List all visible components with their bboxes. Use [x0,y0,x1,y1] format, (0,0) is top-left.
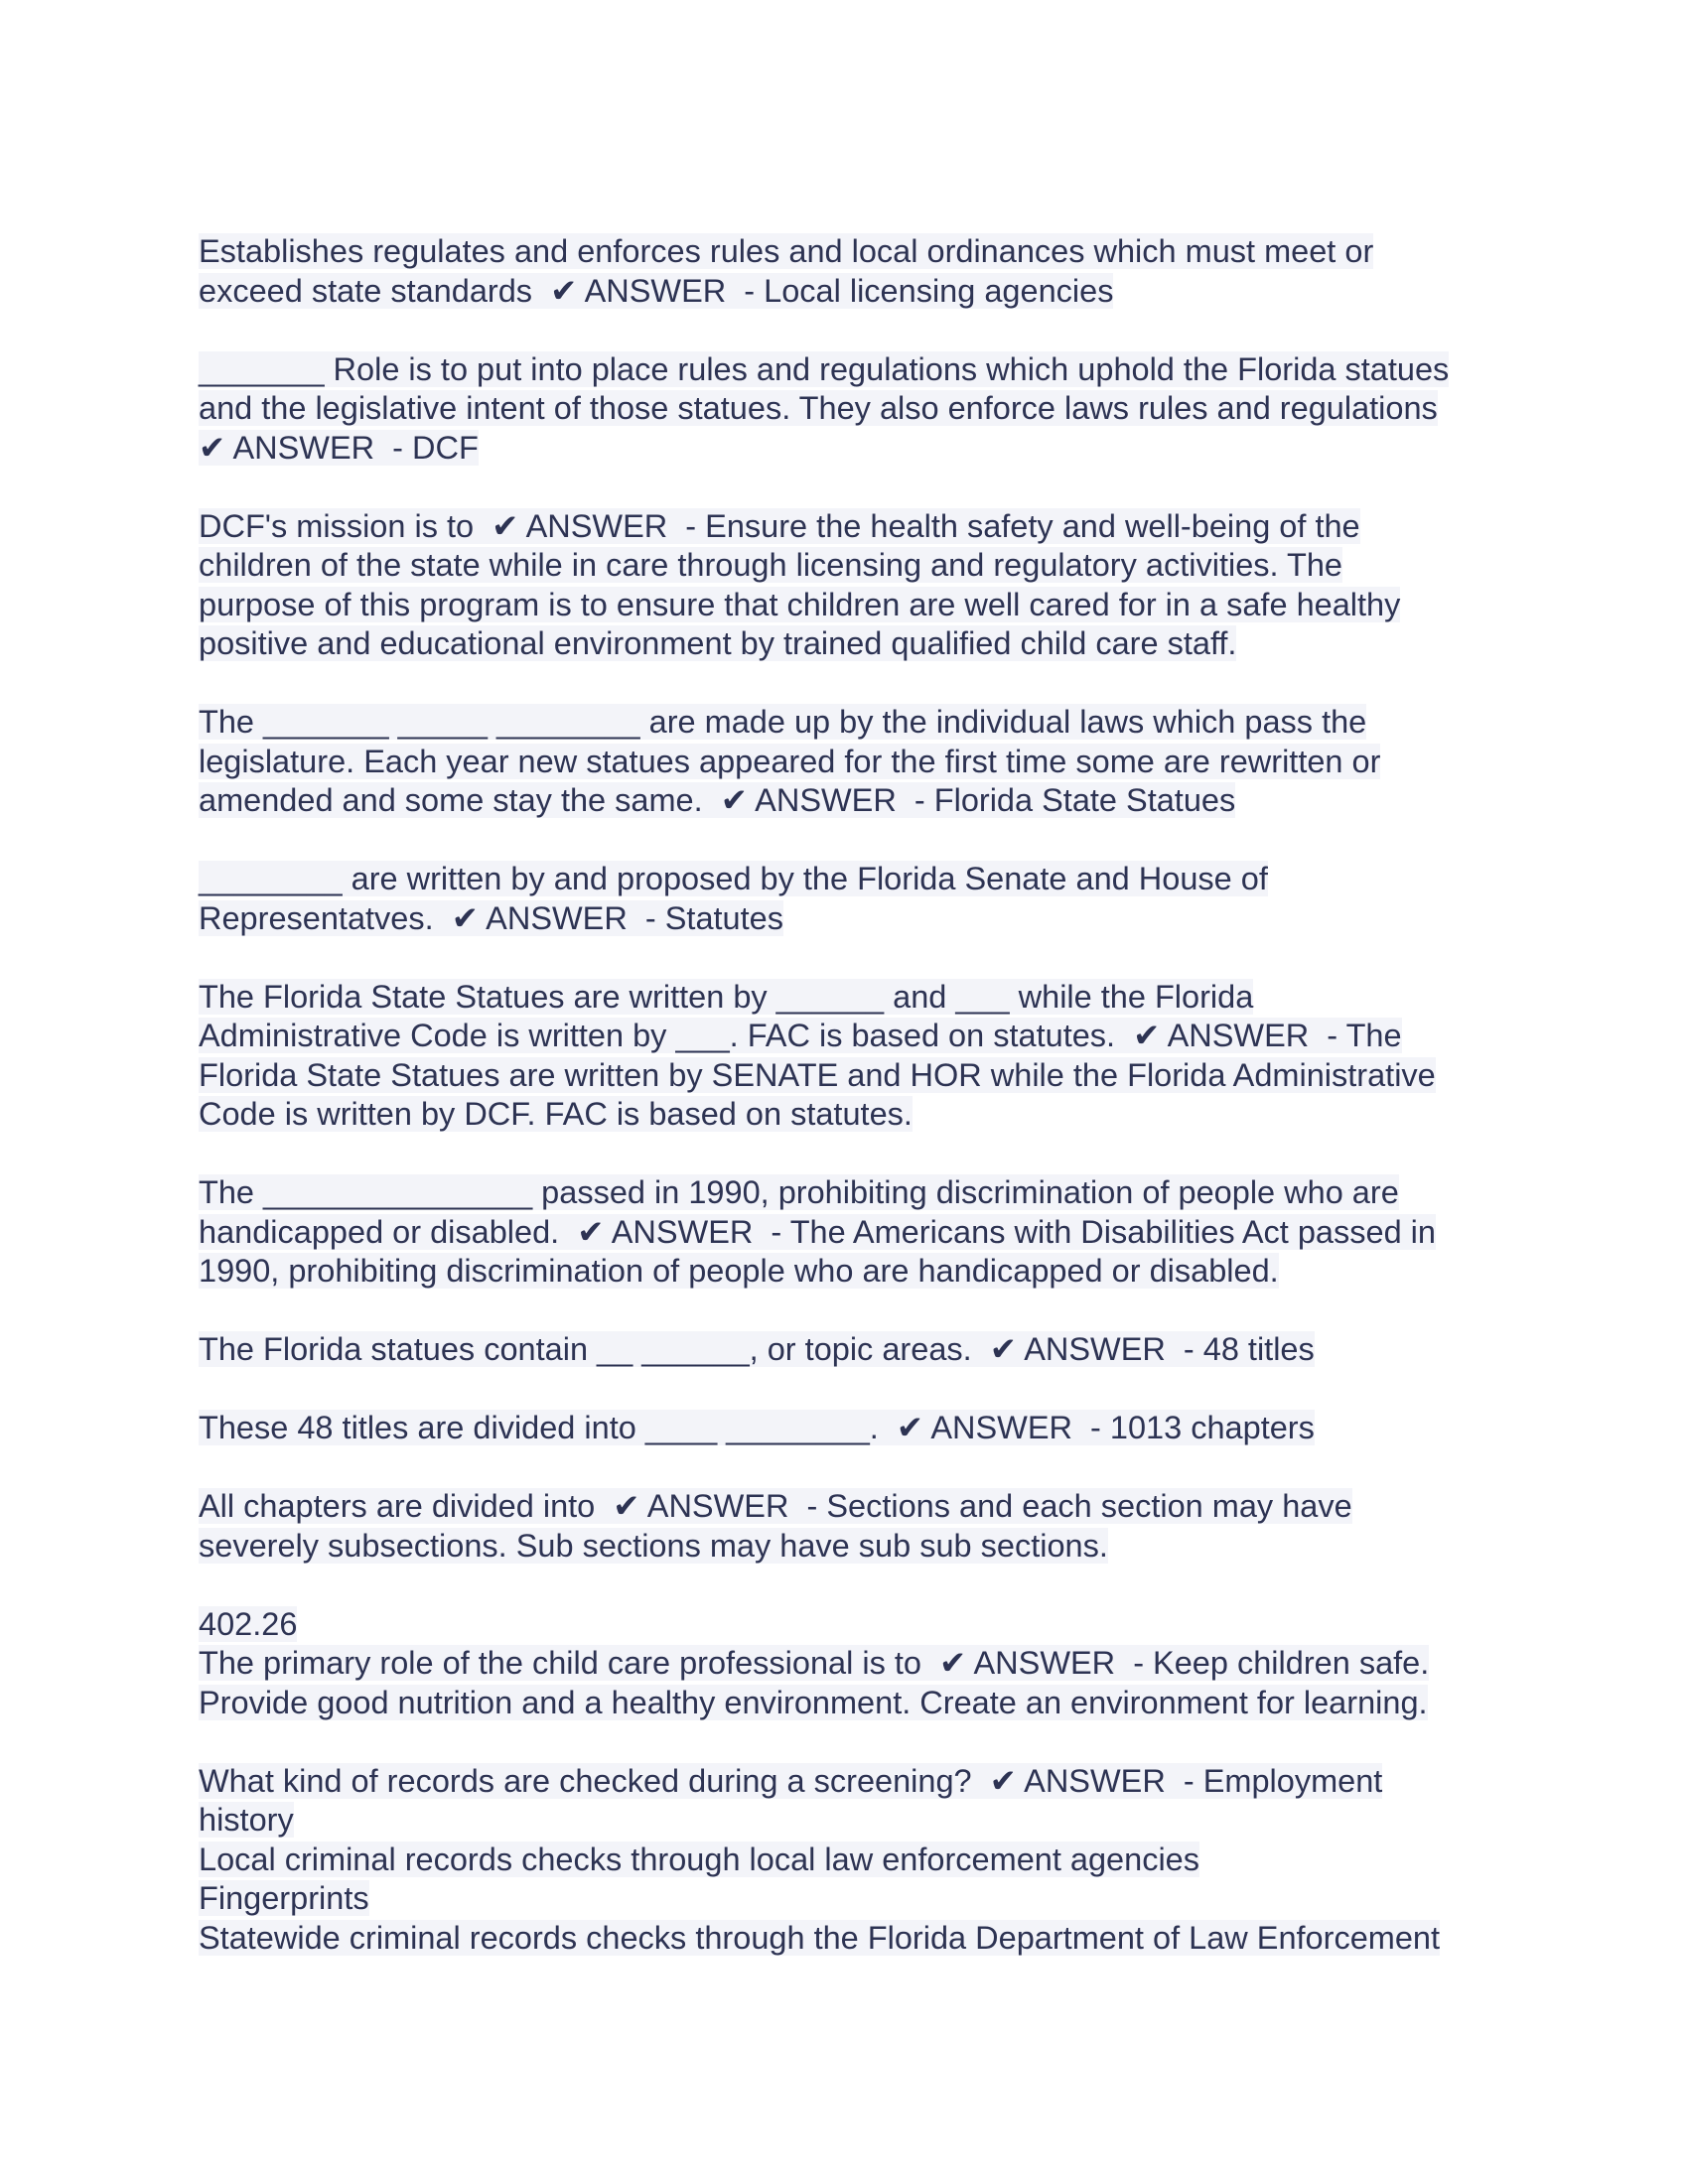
highlighted-text: Administrative Code is written by ___. FAC is based on statutes. ✔ ANSWER - The [199,1018,1402,1053]
text-line [199,429,1509,469]
highlighted-text: children of the state while in care through licensing and regulatory activities. The [199,547,1342,583]
text-line [199,1056,1509,1096]
text-line [199,1644,1509,1684]
highlighted-text: The Florida statues contain __ ______, or topic areas. ✔ ANSWER - 48 titles [199,1331,1315,1367]
highlighted-text: 1990, prohibiting discrimination of people who are handicapped or disabled. [199,1253,1279,1289]
text-line [199,1801,1509,1841]
highlighted-text: handicapped or disabled. ✔ ANSWER - The Americans with Disabilities Act passed in [199,1213,1436,1250]
text-line [199,1684,1509,1723]
text-line [199,1173,1509,1213]
highlighted-text: history [199,1802,294,1838]
highlighted-text: DCF's mission is to ✔ ANSWER - Ensure the health safety and well-being of the [199,507,1360,544]
highlighted-text: The primary role of the child care professional is to ✔ ANSWER - Keep children safe. [199,1645,1430,1681]
highlighted-text: _______ Role is to put into place rules and regulations which uphold the Florida statues [199,350,1450,387]
highlighted-text: Representatves. ✔ ANSWER - Statutes [199,899,783,936]
highlighted-text: purpose of this program is to ensure that children are well cared for in a safe healthy [199,586,1401,622]
highlighted-text: Local criminal records checks through local law enforcement agencies [199,1841,1199,1877]
text-line [199,586,1509,625]
text-line [199,389,1509,429]
highlighted-text: Florida State Statues are written by SENATE and HOR while the Florida Administrative [199,1056,1436,1093]
text-line [199,1919,1509,1959]
highlighted-text: The _______________ passed in 1990, prohibiting discrimination of people who are [199,1174,1399,1210]
text-line [199,507,1509,547]
text-line [199,743,1509,782]
highlighted-text: Establishes regulates and enforces rules and local ordinances which must meet or [199,233,1374,269]
text-line [199,1841,1509,1880]
text-line [199,1487,1509,1527]
qa-item [199,507,1509,664]
highlighted-text: amended and some stay the same. ✔ ANSWER - Florida State Statues [199,782,1236,818]
highlighted-text: positive and educational environment by trained qualified child care staff. [199,625,1237,661]
text-line [199,1762,1509,1802]
qa-item [199,232,1509,311]
qa-item [199,1487,1509,1566]
highlighted-text: Provide good nutrition and a healthy environment. Create an environment for learning. [199,1684,1428,1720]
highlighted-text: These 48 titles are divided into ____ ________. ✔ ANSWER - 1013 chapters [199,1410,1315,1445]
text-line [199,1252,1509,1292]
highlighted-text: severely subsections. Sub sections may have sub sub sections. [199,1527,1108,1564]
text-line [199,1330,1509,1370]
text-line [199,1527,1509,1567]
text-line [199,1017,1509,1056]
highlighted-text: The _______ _____ ________ are made up by the individual laws which pass the [199,704,1367,740]
highlighted-text: Code is written by DCF. FAC is based on statutes. [199,1096,913,1132]
qa-item [199,978,1509,1135]
text-line [199,272,1509,312]
highlighted-text: What kind of records are checked during a screening? ✔ ANSWER - Employment [199,1762,1383,1799]
qa-item [199,1330,1509,1370]
qa-item [199,860,1509,938]
text-line [199,781,1509,821]
text-line [199,546,1509,586]
text-line [199,978,1509,1018]
text-line [199,1409,1509,1448]
highlighted-text: and the legislative intent of those statues. They also enforce laws rules and regulations [199,390,1438,426]
text-line [199,1605,1509,1645]
text-line [199,860,1509,899]
highlighted-text: The Florida State Statues are written by ______ and ___ while the Florida [199,978,1254,1015]
text-line [199,624,1509,664]
highlighted-text: Statewide criminal records checks through the Florida Department of Law Enforcement [199,1919,1441,1956]
qa-item [199,703,1509,821]
highlighted-text: exceed state standards ✔ ANSWER - Local licensing agencies [199,272,1114,309]
text-line [199,1879,1509,1919]
text-line [199,703,1509,743]
qa-item [199,1409,1509,1448]
highlighted-text: 402.26 [199,1605,298,1642]
qa-item [199,350,1509,469]
text-line [199,350,1509,390]
highlighted-text: legislature. Each year new statues appeared for the first time some are rewritten or [199,743,1381,779]
highlighted-text: Fingerprints [199,1880,369,1916]
qa-item [199,1605,1509,1723]
text-line [199,1095,1509,1135]
qa-item [199,1173,1509,1292]
qa-list [199,232,1509,1997]
highlighted-text: ✔ ANSWER - DCF [199,429,479,466]
text-line [199,899,1509,939]
text-line [199,232,1509,272]
highlighted-text: All chapters are divided into ✔ ANSWER - Sections and each section may have [199,1488,1352,1524]
highlighted-text: ________ are written by and proposed by the Florida Senate and House of [199,861,1268,896]
text-line [199,1213,1509,1253]
qa-item [199,1762,1509,1959]
